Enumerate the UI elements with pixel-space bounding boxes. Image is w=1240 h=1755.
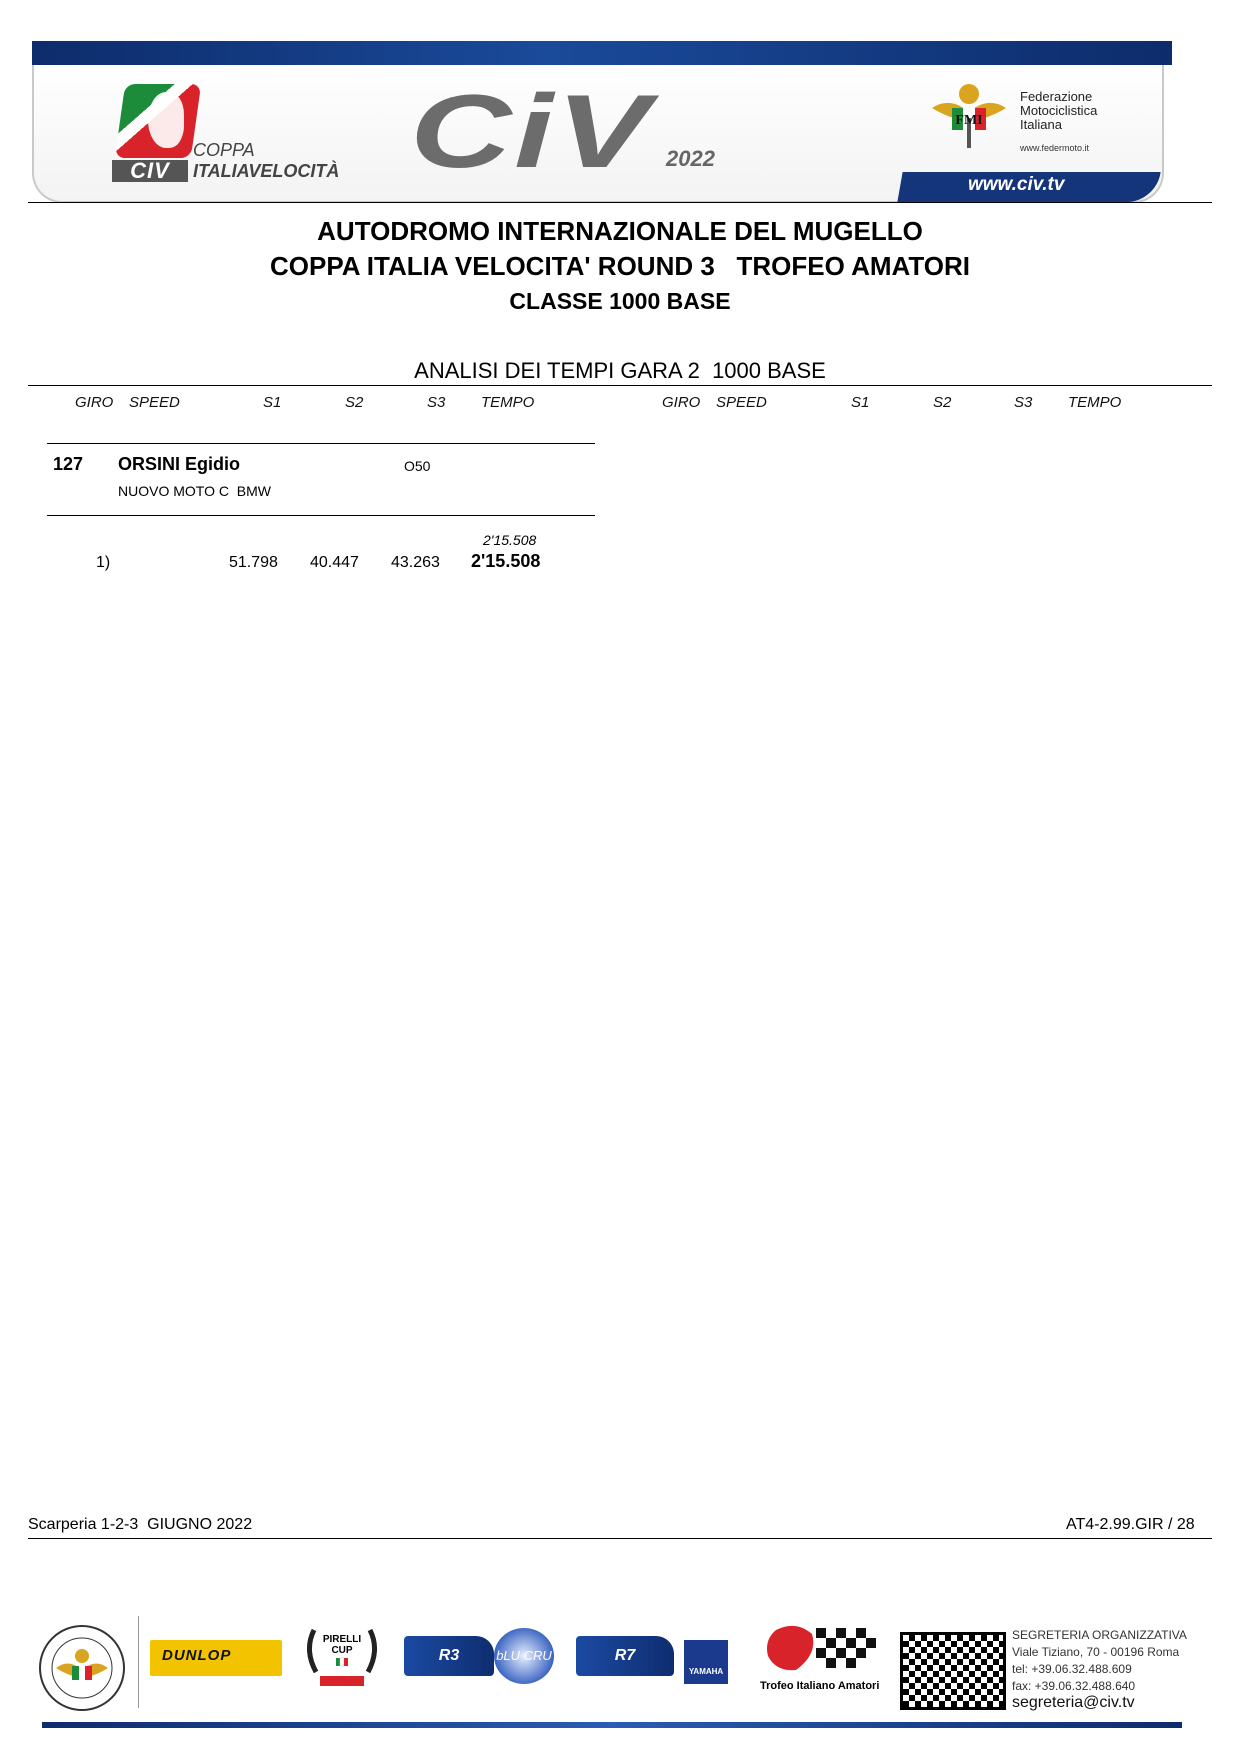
coppa-italia-logo [112,80,204,188]
trofeo-amatori-label: Trofeo Italiano Amatori [760,1680,880,1692]
pirelli-cup-logo [302,1620,382,1690]
rider-bottom-rule [47,515,595,516]
fmi-line-3: Italiana [1020,117,1062,132]
col-s2-right: S2 [933,394,952,411]
blu-cru-logo: bLU CRU [494,1628,554,1684]
secretariat-title: SEGRETERIA ORGANIZZATIVA [1012,1628,1187,1642]
secretariat-email[interactable]: segreteria@civ.tv [1012,1694,1135,1711]
r7-cup-logo: R7 [576,1636,674,1676]
rider-team: NUOVO MOTO C BMW [118,483,271,499]
col-s1-right: S1 [851,394,870,411]
class-title: CLASSE 1000 BASE [509,288,731,314]
footer-stripe [42,1722,1182,1728]
lap-number: 1) [96,554,111,571]
rider-category: O50 [404,458,431,474]
col-tempo-right: TEMPO [1068,394,1122,411]
dunlop-label: DUNLOP [162,1647,232,1664]
footer-divider [138,1616,139,1708]
header-rule [28,202,1212,203]
table-top-rule [28,385,1212,386]
secretariat-address: Viale Tiziano, 70 - 00196 Roma [1012,1645,1180,1659]
svg-text:FMI: FMI [955,113,983,128]
qr-code-icon[interactable] [900,1632,1006,1710]
col-giro: GIRO [75,394,114,411]
col-s3: S3 [427,394,446,411]
civ-badge-label: CIV [112,160,188,182]
rider-name: ORSINI Egidio [118,454,241,474]
lap-tempo: 2'15.508 [471,551,541,571]
yamaha-logo: YAMAHA [684,1640,728,1684]
best-lap-time: 2'15.508 [483,532,537,548]
trofeo-seal-icon [36,1622,128,1714]
coppa-label: COPPA [193,140,255,160]
col-s1: S1 [263,394,282,411]
fmi-name [1020,90,1097,132]
header-stripe [32,41,1172,65]
analysis-title: ANALISI DEI TEMPI GARA 2 1000 BASE [414,358,826,383]
italia-velocita-label: ITALIAVELOCITÀ [193,161,340,181]
civ-year: 2022 [666,146,715,171]
pirelli-label: PIRELLI CUP [322,1634,362,1656]
col-tempo: TEMPO [481,394,535,411]
circuit-title: AUTODROMO INTERNAZIONALE DEL MUGELLO [317,216,923,246]
lap-s3: 43.263 [391,554,440,571]
col-speed-right: SPEED [716,394,767,411]
secretariat-tel: tel: +39.06.32.488.609 [1012,1662,1132,1676]
col-s3-right: S3 [1014,394,1033,411]
trofeo-amatori-logo-icon [756,1620,880,1678]
fmi-emblem-icon [930,78,1008,148]
fmi-line-2: Motociclistica [1020,103,1098,118]
footer-location-date: Scarperia 1-2-3 GIUGNO 2022 [28,1516,253,1533]
footer-doc-code: AT4-2.99.GIR / 28 [1066,1516,1195,1533]
rider-top-rule [47,443,595,444]
footer-rule [28,1538,1212,1539]
site-url[interactable]: www.civ.tv [968,174,1065,195]
rider-number: 127 [53,454,84,474]
rider-silhouette-icon [148,92,184,148]
civ-brand-logo: CiV [410,74,653,190]
lap-s1: 51.798 [229,554,278,571]
col-giro-right: GIRO [662,394,701,411]
dunlop-cup-logo [150,1640,282,1676]
fmi-line-1: Federazione [1020,89,1093,104]
secretariat-fax: fax: +39.06.32.488.640 [1012,1679,1136,1693]
fmi-url[interactable]: www.federmoto.it [1020,143,1090,153]
col-s2: S2 [345,394,364,411]
lap-s2: 40.447 [310,554,359,571]
col-speed: SPEED [129,394,180,411]
event-title: COPPA ITALIA VELOCITA' ROUND 3 TROFEO AMATORI [270,251,970,281]
r3-cup-logo: R3 [404,1636,494,1676]
